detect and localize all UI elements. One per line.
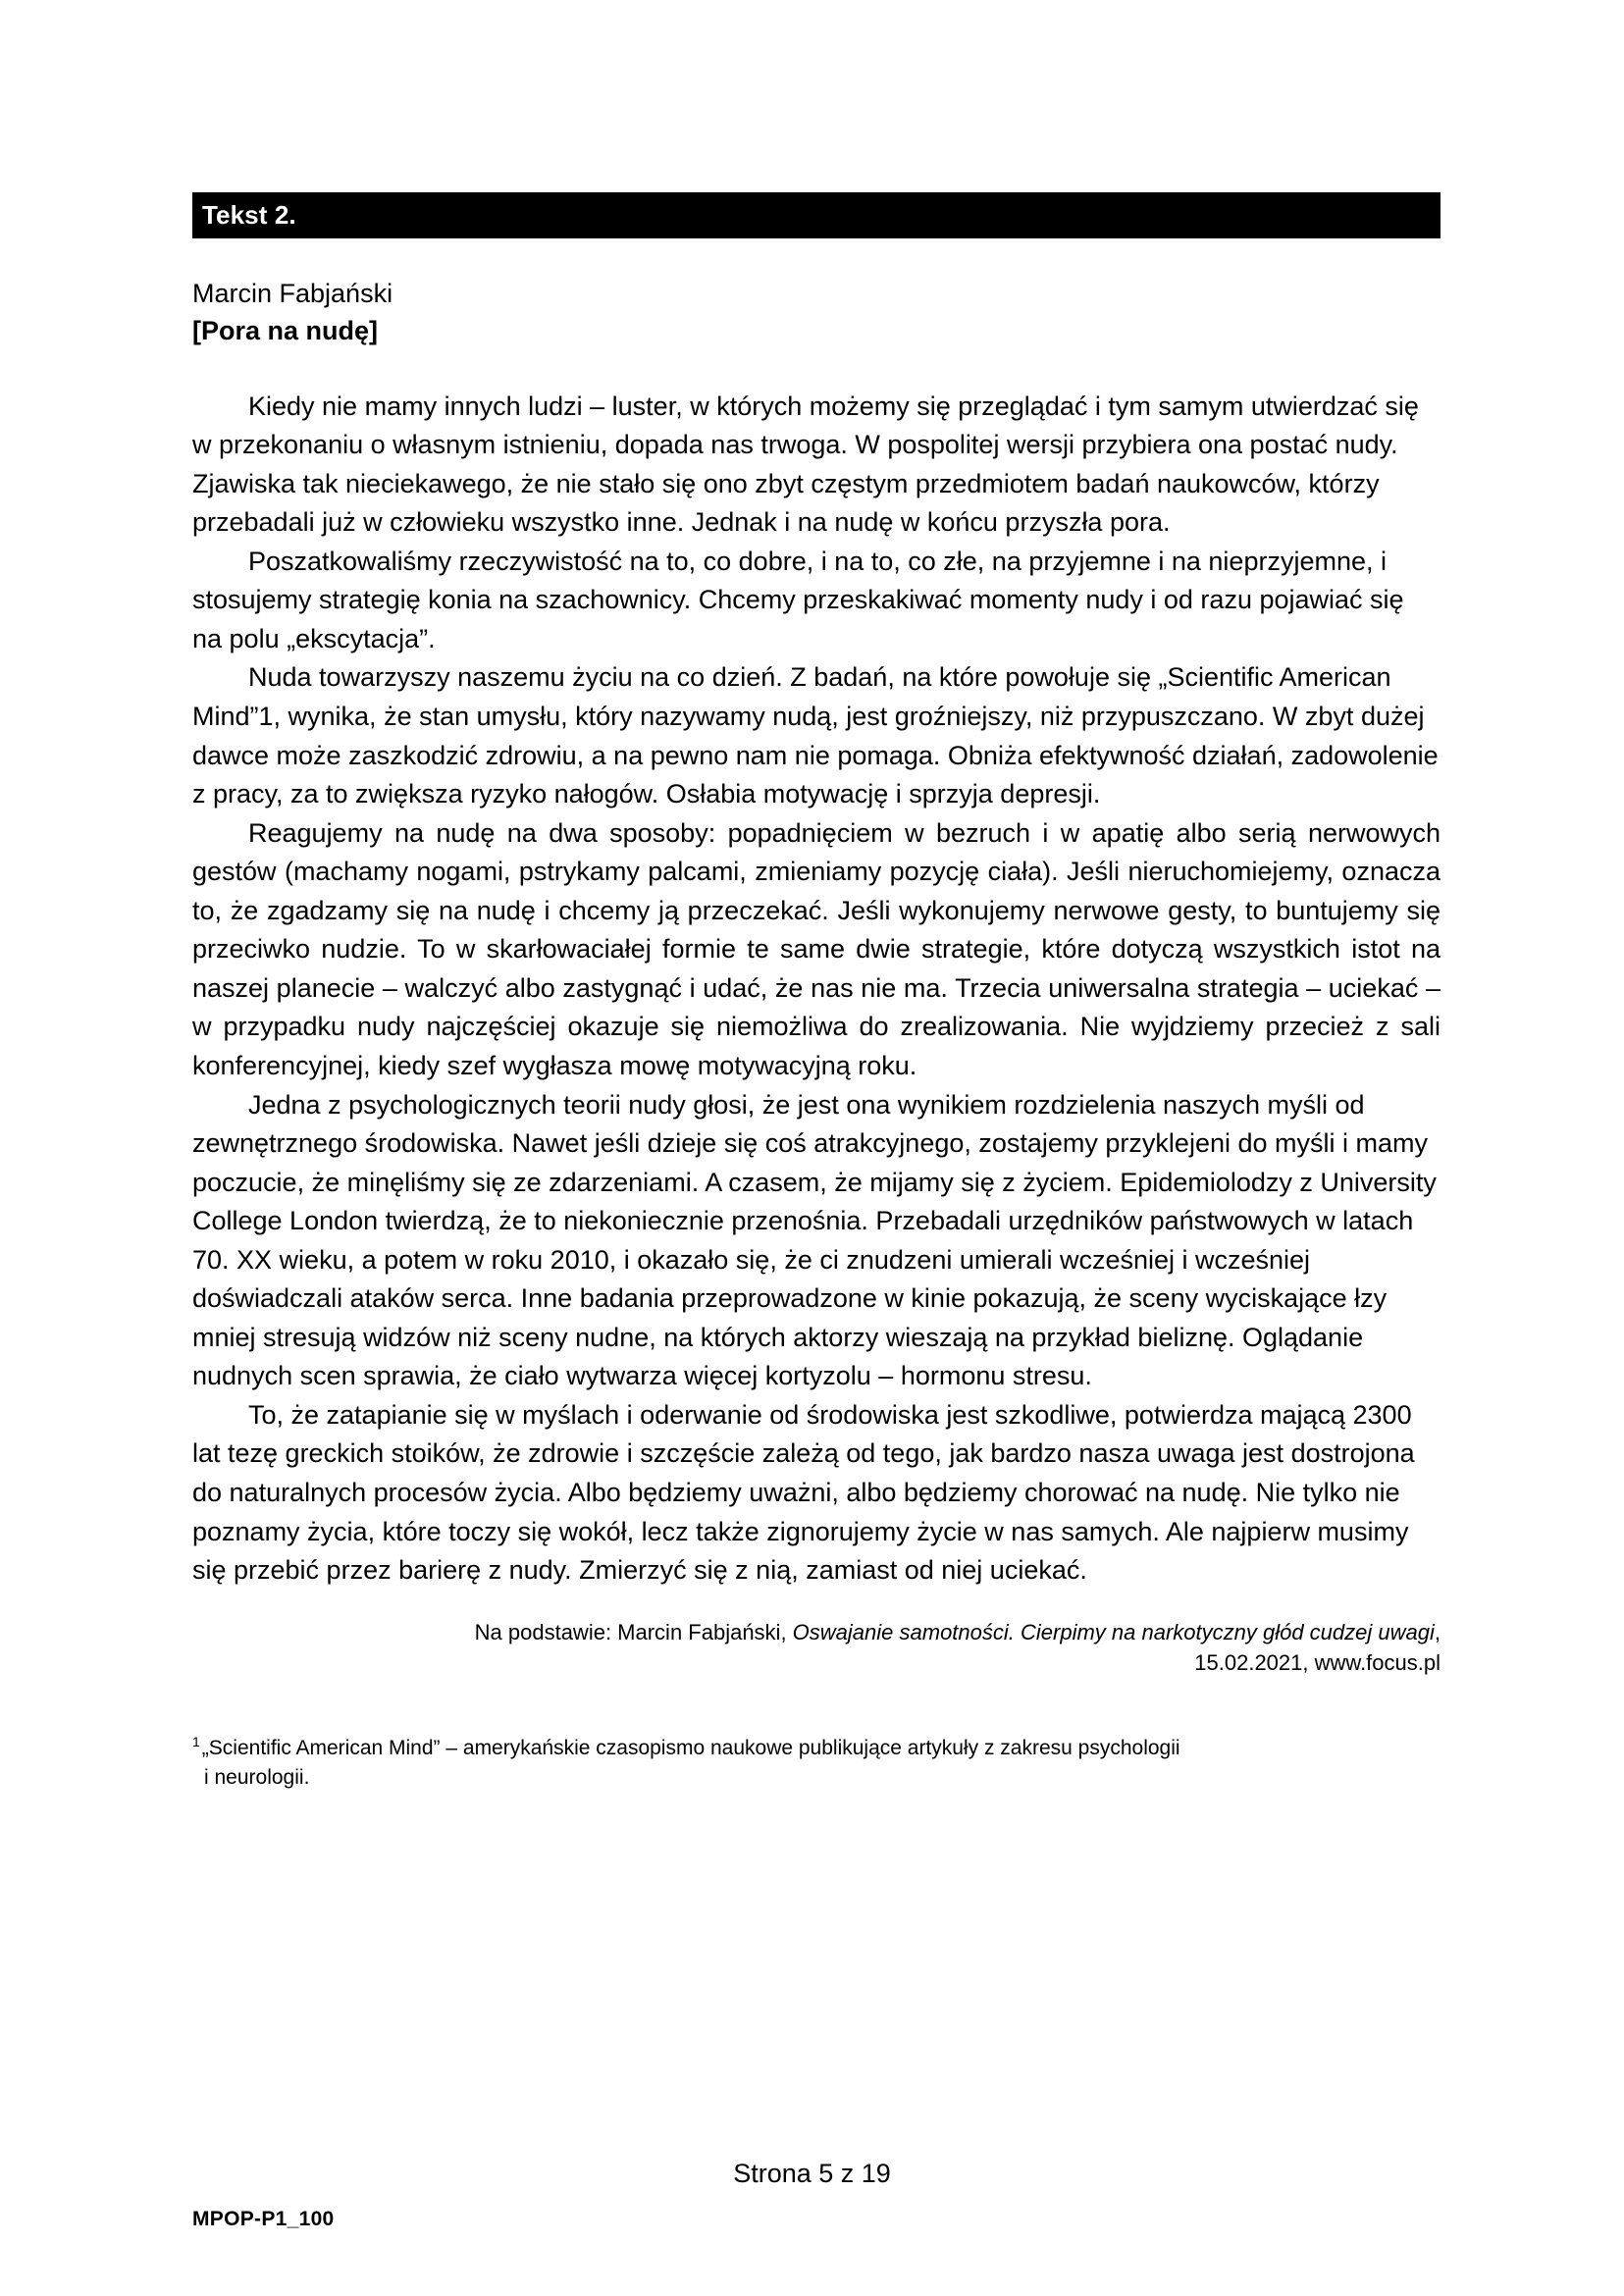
body-text: [192, 388, 1441, 1591]
section-band-tekst-2: Tekst 2.: [192, 192, 1441, 238]
paragraph-2: Poszatkowaliśmy rzeczywistość na to, co dobre, i na to, co złe, na przyjemne i na nieprzyjemne, i stosujemy strategię konia na szachownicy. Chcemy przeskakiwać momenty nudy i od razu pojawiać się na polu „ekscytacja”.: [192, 546, 1404, 653]
footnote-line-2: i neurologii.: [204, 1766, 310, 1790]
author-name: Marcin Fabjański: [192, 279, 393, 308]
source-title: Oswajanie samotności. Cierpimy na narkotyczny głód cudzej uwagi: [792, 1619, 1435, 1644]
page-content: [192, 0, 1441, 1794]
footnote: [192, 1734, 1441, 1794]
document-code: MPOP-P1_100: [192, 2208, 335, 2230]
source-prefix: Na podstawie: Marcin Fabjański,: [474, 1619, 793, 1644]
paragraph-6: To, że zatapianie się w myślach i oderwanie od środowiska jest szkodliwe, potwierdza mającą 2300 lat tezę greckich stoików, że zdrowie i szczęście zależą od tego, jak bardzo nasza uwaga jest dostrojona do naturalnych procesów życia. Albo będziemy uważni, albo będziemy chorować na nudę. Nie tylko nie poznamy życia, które toczy się wokół, lecz także zignorujemy życie w nas samych. Ale najpierw musimy się przebić przez barierę z nudy. Zmierzyć się z nią, zamiast od niej uciekać.: [192, 1399, 1415, 1586]
source-suffix: ,: [1434, 1619, 1441, 1644]
footnote-line-1: „Scientific American Mind” – amerykańskie czasopismo naukowe publikujące artykuły z zakresu psychologii: [201, 1736, 1180, 1759]
paragraph-5: Jedna z psychologicznych teorii nudy głosi, że jest ona wynikiem rozdzielenia naszych myśli od zewnętrznego środowiska. Nawet jeśli dzieje się coś atrakcyjnego, zostajemy przyklejeni do myśli i mamy poczucie, że minęliśmy się ze zdarzeniami. A czasem, że mijamy się z życiem. Epidemiolodzy z University College London twierdzą, że to niekoniecznie przenośnia. Przebadali urzędników państwowych w latach 70. XX wieku, a potem w roku 2010, i okazało się, że ci znudzeni umierali wcześniej i wcześniej doświadczali ataków serca. Inne badania przeprowadzone w kinie pokazują, że sceny wyciskające łzy mniej stresują widzów niż sceny nudne, na których aktorzy wieszają na przykład bieliznę. Oglądanie nudnych scen sprawia, że ciało wytwarza więcej kortyzolu – hormonu stresu.: [192, 1089, 1437, 1391]
paragraph-3: Nuda towarzyszy naszemu życiu na co dzień. Z badań, na które powołuje się „Scientific American Mind”1, wynika, że stan umysłu, który nazywamy nudą, jest groźniejszy, niż przypuszczano. W zbyt dużej dawce może zaszkodzić zdrowiu, a na pewno nam nie pomaga. Obniża efektywność działań, zadowolenie z pracy, za to zwiększa ryzyko nałogów. Osłabia motywację i sprzyja depresji.: [192, 662, 1439, 809]
work-title: [Pora na nudę]: [192, 316, 379, 346]
source-date-url: 15.02.2021, www.focus.pl: [1194, 1650, 1441, 1676]
page-number: Strona 5 z 19: [733, 2159, 891, 2188]
author-block: [192, 275, 1441, 350]
paragraph-1: Kiedy nie mamy innych ludzi – luster, w których możemy się przeglądać i tym samym utwierdzać się w przekonaniu o własnym istnieniu, dopada nas trwoga. W pospolitej wersji przybiera ona postać nudy. Zjawiska tak nieciekawego, że nie stało się ono zbyt częstym przedmiotem badań naukowców, którzy przebadali już w człowieku wszystko inne. Jednak i na nudę w końcu przyszła pora.: [192, 391, 1419, 538]
source-attribution: [192, 1617, 1441, 1679]
footnote-marker: 1: [192, 1733, 200, 1749]
paragraph-4: Reagujemy na nudę na dwa sposoby: popadnięciem w bezruch i w apatię albo serią nerwowych gestów (machamy nogami, pstrykamy palcami, zmieniamy pozycję ciała). Jeśli nieruchomiejemy, oznacza to, że zgadzamy się na nudę i chcemy ją przeczekać. Jeśli wykonujemy nerwowe gesty, to buntujemy się przeciwko nudzie. To w skarłowaciałej formie te same dwie strategie, które dotyczą wszystkich istot na naszej planecie – walczyć albo zastygnąć i udać, że nas nie ma. Trzecia uniwersalna strategia – uciekać – w przypadku nudy najczęściej okazuje się niemożliwa do zrealizowania. Nie wyjdziemy przecież z sali konferencyjnej, kiedy szef wygłasza mowę motywacyjną roku.: [192, 817, 1441, 1080]
